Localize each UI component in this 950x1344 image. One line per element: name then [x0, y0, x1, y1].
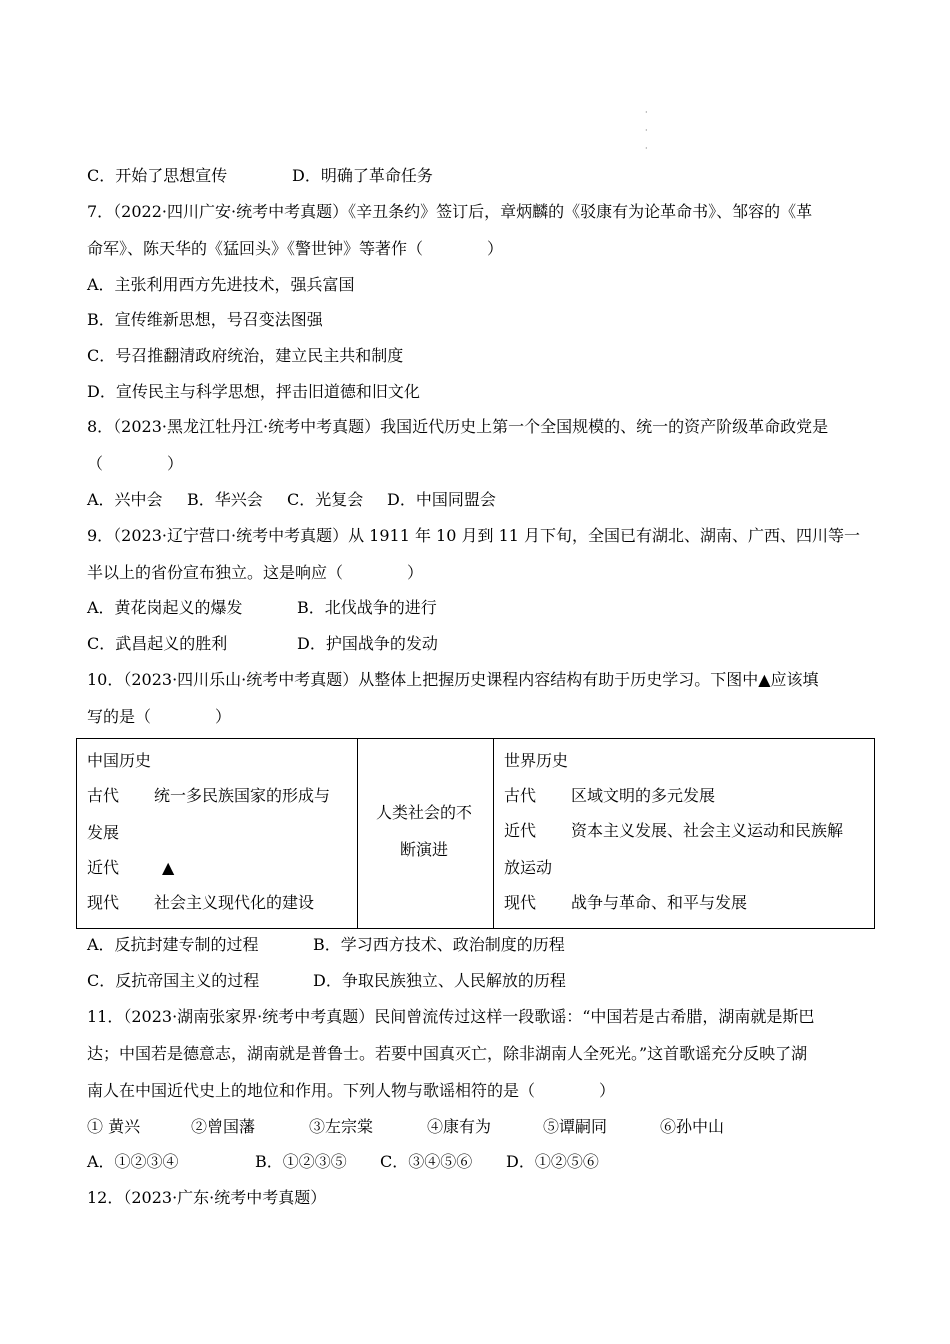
q7-option-b[interactable]: B．宣传维新思想，号召变法图强 [87, 310, 323, 329]
q8-option-d[interactable]: D．中国同盟会 [387, 490, 496, 509]
table-cell-world-history [494, 739, 875, 929]
q11-figure-3: ③左宗棠 [309, 1117, 374, 1136]
q11-figure-4: ④康有为 [427, 1117, 492, 1136]
q11-stem-line1: 11．（2023·湖南张家界·统考中考真题）民间曾流传过这样一段歌谣：“中国若是古希腊，湖南就是斯巴 [87, 1007, 815, 1026]
q8-option-b[interactable]: B．华兴会 [187, 490, 263, 509]
decorative-dots: · · · [645, 108, 648, 153]
q9-option-c[interactable]: C．武昌起义的胜利 [87, 634, 228, 653]
world-modern-text-cont: 放运动 [504, 858, 553, 877]
q8-options-row [87, 490, 496, 510]
world-ancient-label: 古代 [504, 786, 537, 805]
q8-stem-line1: 8．（2023·黑龙江牡丹江·统考中考真题）我国近代历史上第一个全国规模的、统一的资产阶级革命政党是 [87, 417, 829, 436]
human-society-line1: 人类社会的不 [376, 803, 473, 822]
world-modern-label: 近代 [504, 821, 537, 840]
q11-figure-6: ⑥孙中山 [660, 1117, 725, 1136]
q7-stem-line1: 7．（2022·四川广安·统考中考真题）《辛丑条约》签订后，章炳麟的《驳康有为论革命书》、邹容的《革 [87, 202, 813, 221]
q9-stem-line1: 9．（2023·辽宁营口·统考中考真题）从 1911 年 10 月到 11 月下旬，全国已有湖北、湖南、广西、四川等一 [87, 526, 861, 545]
q8-option-a[interactable]: A．兴中会 [87, 490, 163, 509]
q9-stem-line2: 半以上的省份宣布独立。这是响应（ ） [87, 563, 424, 582]
q10-option-a[interactable]: A．反抗封建专制的过程 [87, 935, 259, 954]
q11-option-b[interactable]: B．①②③⑤ [255, 1152, 347, 1171]
triangle-blank-marker: ▲ [162, 858, 175, 877]
chinese-ancient-text: 统一多民族国家的形成与 [154, 786, 331, 805]
chinese-contemporary-text: 社会主义现代化的建设 [154, 893, 315, 912]
q8-stem-line2: （ ） [87, 454, 184, 473]
chinese-history-heading: 中国历史 [87, 751, 152, 770]
q7-option-a[interactable]: A．主张利用西方先进技术，强兵富国 [87, 275, 355, 294]
q11-option-c[interactable]: C．③④⑤⑥ [380, 1152, 473, 1171]
history-structure-table [76, 738, 875, 929]
world-contemporary-label: 现代 [504, 893, 537, 912]
chinese-ancient-label: 古代 [87, 786, 120, 805]
q9-options-row1 [87, 598, 437, 618]
q10-option-c[interactable]: C．反抗帝国主义的过程 [87, 971, 260, 990]
q9-option-d[interactable]: D．护国战争的发动 [297, 634, 438, 653]
q11-figures-row [87, 1117, 725, 1137]
world-ancient-text: 区域文明的多元发展 [571, 786, 716, 805]
q9-option-b[interactable]: B．北伐战争的进行 [297, 598, 437, 617]
q7-option-d[interactable]: D．宣传民主与科学思想，抨击旧道德和旧文化 [87, 382, 420, 401]
q11-stem-line3: 南人在中国近代史上的地位和作用。下列人物与歌谣相符的是（ ） [87, 1081, 616, 1100]
table-cell-human-society [358, 739, 494, 929]
q8-option-c[interactable]: C．光复会 [287, 490, 364, 509]
q11-option-a[interactable]: A．①②③④ [87, 1152, 179, 1171]
q11-options-row [87, 1152, 599, 1172]
world-modern-text: 资本主义发展、社会主义运动和民族解 [571, 821, 844, 840]
q10-options-row2 [87, 971, 566, 991]
chinese-ancient-text-cont: 发展 [87, 823, 120, 842]
q11-figure-2: ②曾国藩 [191, 1117, 256, 1136]
q7-stem-line2: 命军》、陈天华的《猛回头》《警世钟》等著作（ ） [87, 239, 504, 258]
human-society-line2: 断演进 [400, 840, 449, 859]
q7-option-c[interactable]: C．号召推翻清政府统治，建立民主共和制度 [87, 346, 404, 365]
q11-option-d[interactable]: D．①②⑤⑥ [506, 1152, 599, 1171]
q6-options-row [87, 166, 433, 186]
world-contemporary-text: 战争与革命、和平与发展 [571, 893, 748, 912]
world-history-heading: 世界历史 [504, 751, 569, 770]
q9-option-a[interactable]: A．黄花岗起义的爆发 [87, 598, 243, 617]
q6-option-c[interactable]: C．开始了思想宣传 [87, 166, 228, 185]
chinese-modern-label: 近代 [87, 858, 120, 877]
q10-option-d[interactable]: D．争取民族独立、人民解放的历程 [313, 971, 566, 990]
q12-stem-line1: 12．（2023·广东·统考中考真题） [87, 1188, 327, 1207]
table-cell-chinese-history [77, 739, 358, 929]
q10-stem-line2: 写的是（ ） [87, 707, 232, 726]
chinese-contemporary-label: 现代 [87, 893, 120, 912]
q9-options-row2 [87, 634, 438, 654]
q11-figure-5: ⑤谭嗣同 [543, 1117, 608, 1136]
q10-option-b[interactable]: B．学习西方技术、政治制度的历程 [313, 935, 565, 954]
q6-option-d[interactable]: D．明确了革命任务 [292, 166, 433, 185]
q10-stem-line1: 10．（2023·四川乐山·统考中考真题）从整体上把握历史课程内容结构有助于历史学习。下图中▲应该填 [87, 670, 819, 689]
q11-figure-1: ① 黄兴 [87, 1117, 141, 1136]
q10-options-row1 [87, 935, 565, 955]
q11-stem-line2: 达；中国若是德意志，湖南就是普鲁士。若要中国真灭亡，除非湖南人全死光。”这首歌谣充分反映了湖 [87, 1044, 808, 1063]
